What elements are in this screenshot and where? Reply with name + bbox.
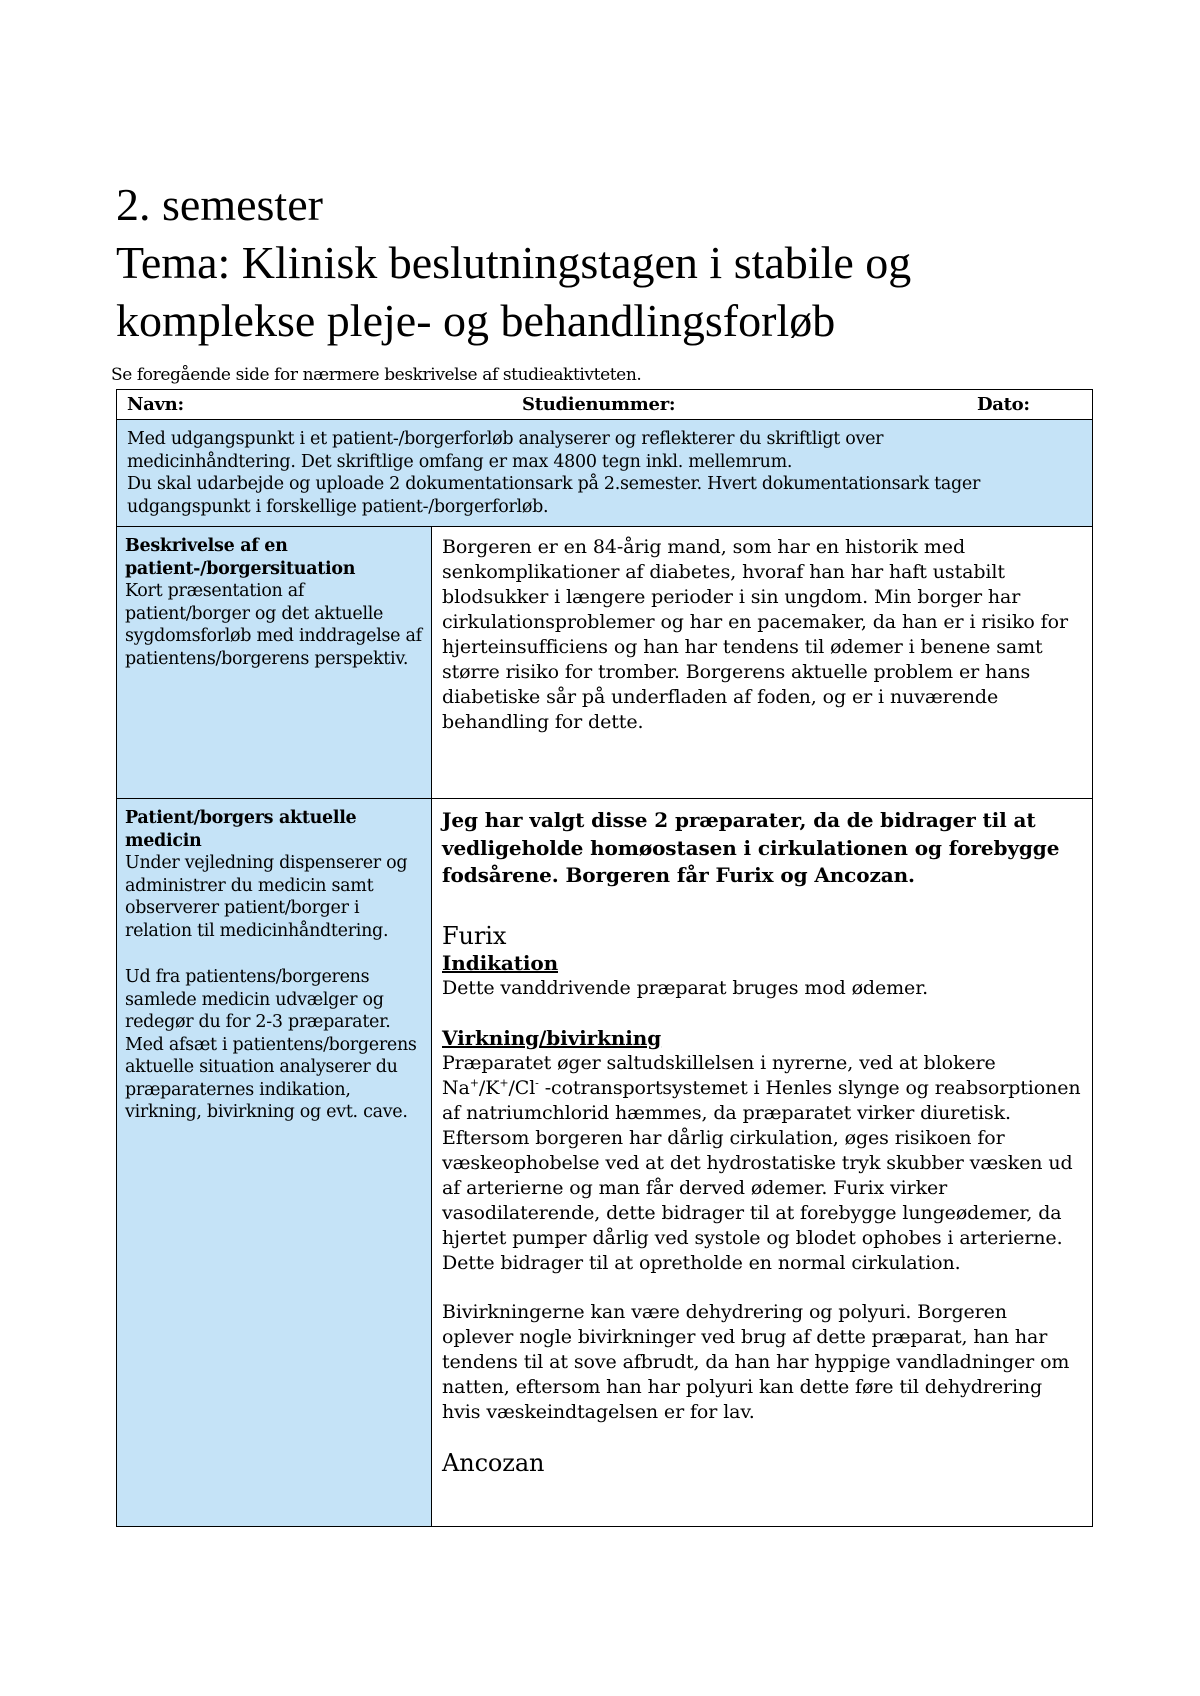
situation-description: Borgeren er en 84-årig mand, som har en historik med senkomplikationer af diabetes, hvoraf han har haft ustabilt blodsukker i længere perioder i sin ungdom. Min borger har cirkulationsproblemer og har en pacemaker, da han er i risiko for hjerteinsufficiens og han har tendens til ødemer i benene samt større risiko for tromber. Borgerens aktuelle problem er hans diabetiske sår på underfladen af foden, og er i nuværende behandling for dette. [442, 536, 1068, 733]
semester-heading: 2. semester [116, 179, 323, 230]
indication-text: Dette vanddrivende præparat bruges mod ødemer. [442, 976, 929, 999]
ion-chloride: Cl [514, 1076, 536, 1099]
instructions-row [117, 420, 1093, 527]
instructions-text: Med udgangspunkt i et patient-/borgerforløb analyserer og reflekterer du skriftligt over medicinhåndtering. Det skriftlige omfang er max 4800 tegn inkl. mellemrum. Du skal udarbejde og uploade 2 dokumentationsark på 2.semester. Hvert dokumentationsark tager udgangspunkt i forskellige patient-/borgerforløb. [127, 429, 981, 517]
effect-text: Præparatet øger saltudskillelsen i nyrerne, ved at blokere Na+/K+/Cl- -cotransportsystemet i Henles slynge og reabsorptionen af natriumchlorid hæmmes, da præparatet virker diuretisk. Eftersom borgeren har dårlig cirkulation, øges risikoen for væskeophobelse ved at det hydrostatiske tryk skubber væsken ud af arterierne og man får derved ødemer. Furix virker vasodilaterende, dette bidrager til at forebygge lungeødemer, da hjertet pumper dårlig ved systole og blodet ophobes i arterierne. Dette bidrager til at opretholde en normal cirkulation. [442, 1051, 1081, 1274]
effect-heading: Virkning/bivirkning [442, 1025, 662, 1050]
indication-heading: Indikation [442, 950, 559, 975]
documentation-sheet-table [116, 389, 1093, 1527]
intro-note: Se foregående side for nærmere beskrivelse af studieaktivteten. [111, 365, 642, 385]
name-field-label: Navn: [127, 394, 184, 415]
header-row [117, 390, 1093, 420]
drug-furix-title: Furix [442, 921, 507, 950]
page-title [116, 176, 1116, 350]
drug-ancozan-title: Ancozan [442, 1448, 545, 1477]
medicine-label: Patient/borgers aktuelle medicin Under vejledning dispenserer og administrer du medicin samt observerer patient/borger i relation til medicinhåndtering. Ud fra patientens/borgerens samlede medicin udvælger og redegør du for 2-3 præparater. Med afsæt i patientens/borgerens aktuelle situation analyserer du præparaternes indikation, virkning, bivirkning og evt. cave. [125, 808, 417, 1122]
ion-sodium: Na [442, 1076, 470, 1099]
side-effects-text: Bivirkningerne kan være dehydrering og polyuri. Borgeren oplever nogle bivirkninger ved brug af dette præparat, han har tendens til at sove afbrudt, da han har hyppige vandladninger om natten, eftersom han har polyuri kan dette føre til dehydrering hvis væskeindtagelsen er for lav. [442, 1300, 1070, 1423]
ion-potassium: K [485, 1076, 500, 1099]
medicine-lead: Jeg har valgt disse 2 præparater, da de bidrager til at vedligeholde homøostasen i cirkulationen og forebygge fodsårene. Borgeren får Furix og Ancozan. [442, 808, 1060, 887]
theme-heading-line-2: komplekse pleje- og behandlingsforløb [116, 295, 836, 346]
student-number-field-label: Studienummer: [522, 394, 676, 415]
theme-heading-line-1: Tema: Klinisk beslutningstagen i stabile og [116, 237, 912, 288]
situation-label: Beskrivelse af en patient-/borgersituation Kort præsentation af patient/borger og det aktuelle sygdomsforløb med inddragelse af patientens/borgerens perspektiv. [125, 536, 422, 669]
medicine-analysis [432, 799, 1092, 1477]
date-field-label: Dato: [977, 394, 1030, 415]
medicine-row [117, 799, 1093, 1527]
situation-row [117, 527, 1093, 799]
